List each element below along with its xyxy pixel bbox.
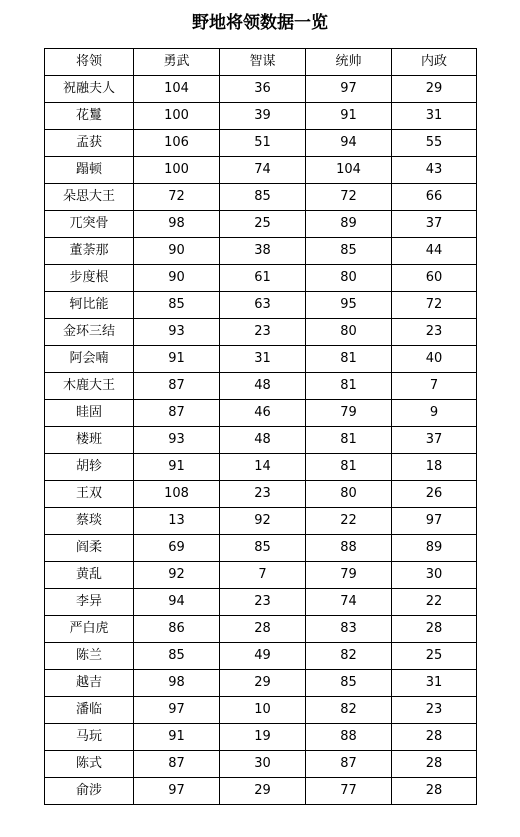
cell-general-name: 阿会喃: [45, 346, 134, 373]
cell-general-name: 花鬘: [45, 103, 134, 130]
page-title: 野地将领数据一览: [192, 13, 328, 33]
table-row: [45, 157, 477, 184]
cell-might: 97: [134, 778, 220, 805]
cell-intellect: 63: [220, 292, 306, 319]
cell-leadership: 77: [306, 778, 392, 805]
cell-general-name: 王双: [45, 481, 134, 508]
cell-might: 97: [134, 697, 220, 724]
cell-intellect: 36: [220, 76, 306, 103]
cell-politics: 30: [392, 562, 477, 589]
cell-intellect: 28: [220, 616, 306, 643]
cell-might: 85: [134, 643, 220, 670]
cell-general-name: 胡轸: [45, 454, 134, 481]
cell-might: 92: [134, 562, 220, 589]
cell-leadership: 81: [306, 346, 392, 373]
table-row: [45, 724, 477, 751]
cell-general-name: 兀突骨: [45, 211, 134, 238]
cell-politics: 55: [392, 130, 477, 157]
cell-intellect: 23: [220, 319, 306, 346]
header-cell-politics: 内政: [392, 49, 477, 76]
cell-might: 13: [134, 508, 220, 535]
table-row: [45, 751, 477, 778]
header-cell-intellect: 智谋: [220, 49, 306, 76]
cell-leadership: 87: [306, 751, 392, 778]
table-row: [45, 481, 477, 508]
cell-leadership: 89: [306, 211, 392, 238]
cell-intellect: 48: [220, 373, 306, 400]
cell-might: 100: [134, 157, 220, 184]
cell-intellect: 23: [220, 481, 306, 508]
cell-leadership: 85: [306, 670, 392, 697]
cell-politics: 28: [392, 778, 477, 805]
cell-politics: 23: [392, 697, 477, 724]
cell-intellect: 29: [220, 778, 306, 805]
cell-general-name: 越吉: [45, 670, 134, 697]
cell-intellect: 49: [220, 643, 306, 670]
cell-intellect: 48: [220, 427, 306, 454]
cell-leadership: 80: [306, 319, 392, 346]
cell-general-name: 步度根: [45, 265, 134, 292]
cell-intellect: 85: [220, 535, 306, 562]
cell-might: 94: [134, 589, 220, 616]
cell-intellect: 29: [220, 670, 306, 697]
cell-might: 106: [134, 130, 220, 157]
cell-leadership: 79: [306, 562, 392, 589]
cell-intellect: 46: [220, 400, 306, 427]
cell-general-name: 阎柔: [45, 535, 134, 562]
cell-general-name: 楼班: [45, 427, 134, 454]
cell-politics: 26: [392, 481, 477, 508]
table-row: [45, 373, 477, 400]
cell-politics: 25: [392, 643, 477, 670]
cell-intellect: 92: [220, 508, 306, 535]
cell-intellect: 23: [220, 589, 306, 616]
cell-might: 108: [134, 481, 220, 508]
cell-might: 90: [134, 238, 220, 265]
cell-politics: 28: [392, 724, 477, 751]
cell-general-name: 眭固: [45, 400, 134, 427]
table-row: [45, 76, 477, 103]
cell-might: 98: [134, 211, 220, 238]
cell-general-name: 陈兰: [45, 643, 134, 670]
cell-politics: 72: [392, 292, 477, 319]
cell-politics: 18: [392, 454, 477, 481]
table-row: [45, 400, 477, 427]
cell-politics: 9: [392, 400, 477, 427]
cell-general-name: 蔡琰: [45, 508, 134, 535]
cell-leadership: 74: [306, 589, 392, 616]
cell-politics: 66: [392, 184, 477, 211]
cell-intellect: 51: [220, 130, 306, 157]
cell-general-name: 潘临: [45, 697, 134, 724]
cell-general-name: 金环三结: [45, 319, 134, 346]
cell-intellect: 25: [220, 211, 306, 238]
table-row: [45, 643, 477, 670]
table-row: [45, 211, 477, 238]
header-cell-might: 勇武: [134, 49, 220, 76]
table-row: [45, 535, 477, 562]
cell-politics: 31: [392, 670, 477, 697]
table-row: [45, 103, 477, 130]
cell-general-name: 祝融夫人: [45, 76, 134, 103]
cell-general-name: 轲比能: [45, 292, 134, 319]
cell-might: 104: [134, 76, 220, 103]
cell-leadership: 94: [306, 130, 392, 157]
cell-politics: 37: [392, 211, 477, 238]
cell-might: 93: [134, 319, 220, 346]
cell-politics: 37: [392, 427, 477, 454]
table-body: [45, 76, 477, 805]
cell-might: 100: [134, 103, 220, 130]
header-cell-general: 将领: [45, 49, 134, 76]
cell-might: 69: [134, 535, 220, 562]
table-row: [45, 454, 477, 481]
cell-intellect: 39: [220, 103, 306, 130]
cell-leadership: 82: [306, 643, 392, 670]
cell-leadership: 80: [306, 481, 392, 508]
cell-leadership: 88: [306, 724, 392, 751]
cell-might: 87: [134, 751, 220, 778]
table-row: [45, 697, 477, 724]
cell-leadership: 81: [306, 454, 392, 481]
cell-leadership: 95: [306, 292, 392, 319]
table-row: [45, 778, 477, 805]
cell-politics: 44: [392, 238, 477, 265]
cell-intellect: 7: [220, 562, 306, 589]
cell-politics: 28: [392, 751, 477, 778]
cell-intellect: 74: [220, 157, 306, 184]
cell-leadership: 83: [306, 616, 392, 643]
cell-politics: 28: [392, 616, 477, 643]
header-cell-leadership: 统帅: [306, 49, 392, 76]
cell-general-name: 黄乱: [45, 562, 134, 589]
cell-leadership: 81: [306, 373, 392, 400]
cell-politics: 60: [392, 265, 477, 292]
table-row: [45, 589, 477, 616]
cell-politics: 97: [392, 508, 477, 535]
cell-general-name: 董荼那: [45, 238, 134, 265]
cell-general-name: 俞涉: [45, 778, 134, 805]
cell-might: 91: [134, 724, 220, 751]
table-row: [45, 508, 477, 535]
cell-general-name: 朵思大王: [45, 184, 134, 211]
cell-might: 91: [134, 346, 220, 373]
table-row: [45, 319, 477, 346]
table-row: [45, 292, 477, 319]
cell-intellect: 85: [220, 184, 306, 211]
cell-leadership: 72: [306, 184, 392, 211]
cell-general-name: 马玩: [45, 724, 134, 751]
cell-general-name: 孟获: [45, 130, 134, 157]
cell-leadership: 81: [306, 427, 392, 454]
cell-general-name: 木鹿大王: [45, 373, 134, 400]
cell-leadership: 104: [306, 157, 392, 184]
cell-leadership: 79: [306, 400, 392, 427]
cell-politics: 43: [392, 157, 477, 184]
general-stats-table: [44, 48, 477, 805]
table-row: [45, 238, 477, 265]
cell-general-name: 蹋顿: [45, 157, 134, 184]
cell-leadership: 82: [306, 697, 392, 724]
cell-general-name: 陈式: [45, 751, 134, 778]
cell-intellect: 10: [220, 697, 306, 724]
cell-intellect: 19: [220, 724, 306, 751]
table-row: [45, 265, 477, 292]
cell-politics: 31: [392, 103, 477, 130]
cell-leadership: 80: [306, 265, 392, 292]
cell-leadership: 22: [306, 508, 392, 535]
table-row: [45, 616, 477, 643]
cell-leadership: 88: [306, 535, 392, 562]
cell-might: 86: [134, 616, 220, 643]
cell-might: 85: [134, 292, 220, 319]
cell-might: 87: [134, 373, 220, 400]
table-row: [45, 562, 477, 589]
cell-general-name: 李异: [45, 589, 134, 616]
cell-politics: 40: [392, 346, 477, 373]
cell-politics: 89: [392, 535, 477, 562]
table-row: [45, 346, 477, 373]
cell-politics: 23: [392, 319, 477, 346]
cell-politics: 29: [392, 76, 477, 103]
cell-leadership: 91: [306, 103, 392, 130]
cell-intellect: 61: [220, 265, 306, 292]
table-row: [45, 130, 477, 157]
cell-might: 87: [134, 400, 220, 427]
cell-intellect: 30: [220, 751, 306, 778]
cell-intellect: 38: [220, 238, 306, 265]
table-row: [45, 427, 477, 454]
cell-might: 93: [134, 427, 220, 454]
table-row: [45, 670, 477, 697]
cell-might: 98: [134, 670, 220, 697]
cell-intellect: 14: [220, 454, 306, 481]
cell-politics: 7: [392, 373, 477, 400]
table-header-row: [45, 49, 477, 76]
cell-intellect: 31: [220, 346, 306, 373]
cell-might: 72: [134, 184, 220, 211]
cell-politics: 22: [392, 589, 477, 616]
cell-might: 90: [134, 265, 220, 292]
cell-leadership: 85: [306, 238, 392, 265]
cell-leadership: 97: [306, 76, 392, 103]
cell-general-name: 严白虎: [45, 616, 134, 643]
cell-might: 91: [134, 454, 220, 481]
table-row: [45, 184, 477, 211]
